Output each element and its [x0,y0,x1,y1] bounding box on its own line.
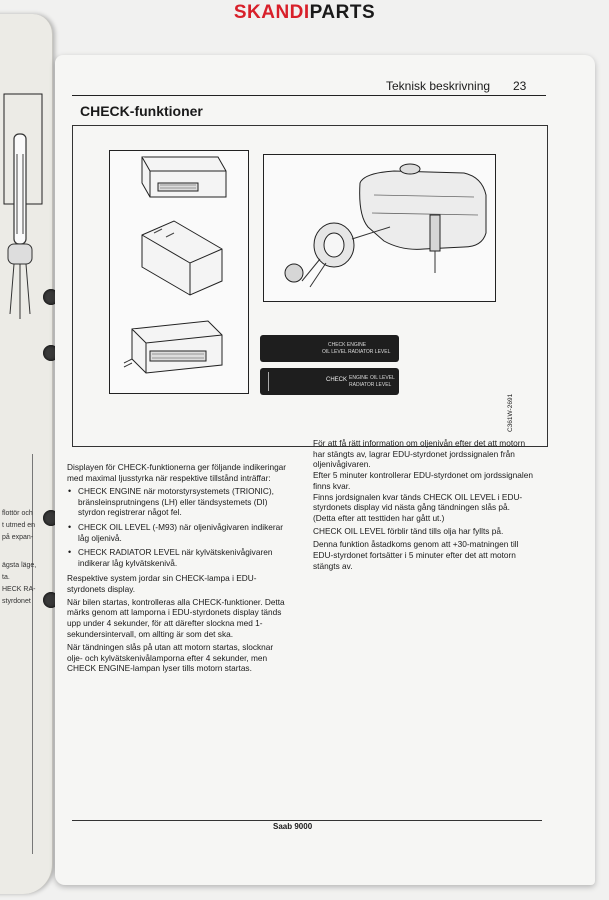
figure-code: C361W-2691 [507,393,514,432]
display-label-strip-top [260,335,399,362]
label-divider [268,372,269,391]
previous-page [0,14,53,894]
watermark-brand-part1: SKANDI [233,2,310,23]
bullet-item: • CHECK OIL LEVEL (-M93) när oljenivågivaren indikerar låg oljenivå. [67,522,287,543]
text-column-right [313,438,533,574]
previous-page-line: ta. [2,574,10,581]
label-oil-radiator: OIL LEVEL RADIATOR LEVEL [322,349,391,355]
paragraph-ground: Respektive system jordar sin CHECK-lampa i EDU-styrdonets display. [67,572,257,594]
bullet-item: • CHECK ENGINE när motorstyrsystemets (TRIONIC), bränsleinsprutningens (LH) eller tändsystemets (DI) styrdon registrerar något fel. [67,486,287,518]
footer-text: Saab 9000 [273,822,313,831]
bullet-item: • CHECK RADIATOR LEVEL när kylvätskenivågivaren indikerar låg kylvätskenivå. [67,547,287,568]
paragraph-ground-signal: Finns jordsignalen kvar tänds CHECK OIL LEVEL i EDU-styrdonets display vid nästa gång tändningen slås på. (Detta efter att testtiden har gått ut.) [313,491,523,523]
bulb-illustration [0,94,45,334]
control-unit-2 [142,221,222,295]
control-unit-3 [124,321,222,373]
header-title: Teknisk beskrivning [386,79,491,93]
paragraph-five-minutes: Efter 5 minuter kontrollerar EDU-styrdonet om jordssignalen finns kvar. [313,470,533,491]
page-number: 23 [513,79,527,93]
intro-paragraph: Displayen för CHECK-funktionerna ger följande indikeringar med maximal ljusstyrka när respektive tillstånd inträffar: [67,462,287,483]
label-check-engine: CHECK ENGINE [328,342,367,348]
watermark-logo [0,0,609,26]
bullet-list [67,486,287,569]
label-engine: ENGINE [349,375,369,381]
coolant-reservoir [360,164,486,273]
reservoir-and-bulb-illustration [264,155,495,301]
previous-page-line: t utmed en [2,522,36,529]
paragraph-oil-info: För att få rätt information om oljenivån efter det att motorn har stängts av, lagrar EDU-styrdonet jordssignalen från oljenivågivaren. [313,438,526,470]
previous-page-line: styrdonet [2,598,31,605]
control-units-box [109,150,249,394]
paragraph-ignition: När tändningen slås på utan att motorn startas, slocknar olje- och kylvätskenivålamporna efter 4 sekunder, men CHECK ENGINE-lampan lyser tills motorn startas. [67,642,274,674]
display-label-strip-bottom [260,368,399,395]
paragraph-oil-level-lit: CHECK OIL LEVEL förblir tänd tills olja har fyllts på. [313,526,504,537]
control-unit-1 [142,157,226,197]
paragraph-start: När bilen startas, kontrolleras alla CHECK-funktioner. Detta märks genom att lamporna i EDU-styrdonets display tänds upp under 4 sekunder, för att därefter slockna med 1-sekundersintervall, om allting är som det ska. [67,596,285,639]
previous-page-line: på expan- [2,534,34,541]
section-title: CHECK-funktioner [80,103,203,119]
header-rule [72,95,546,96]
label-check: CHECK [326,377,348,383]
control-unit-illustrations [110,151,248,393]
previous-page-line: ägsta läge, [2,562,37,569]
paragraph-function: Denna funktion åstadkoms genom att +30-matningen till EDU-styrdonet fortsätter i 5 minuter efter det att motorn stängts av. [313,539,519,571]
label-oil-level: OIL LEVEL [370,375,395,381]
previous-page-line: HECK RA- [2,586,36,593]
previous-page-line: flottör och [2,510,33,517]
reservoir-box [263,154,496,302]
watermark-brand-part2: PARTS [309,2,376,23]
text-column-left [67,462,287,677]
footer-rule [72,820,542,821]
label-radiator-level: RADIATOR LEVEL [349,382,392,388]
